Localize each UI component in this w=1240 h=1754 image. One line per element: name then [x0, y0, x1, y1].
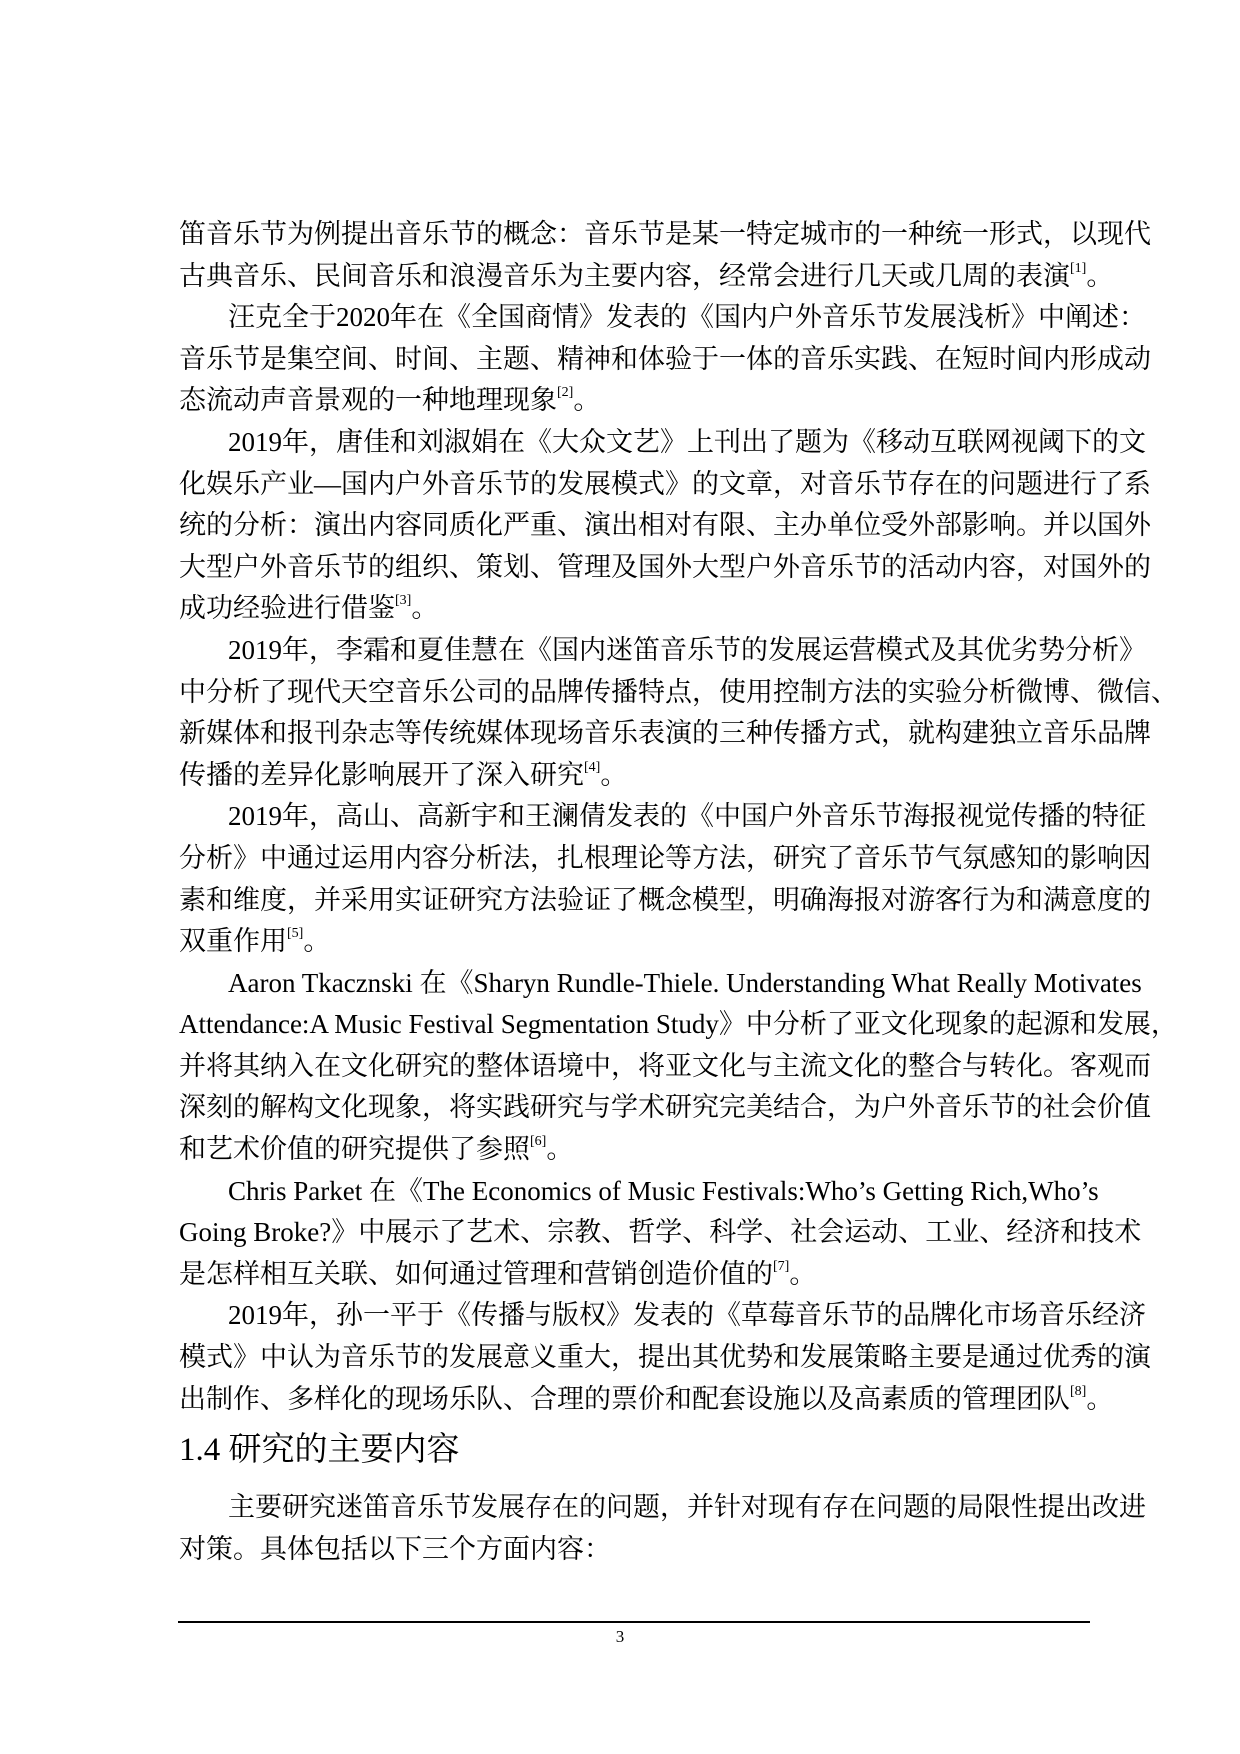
paragraph: [179, 1171, 1142, 1296]
body-text: [179, 214, 1178, 1420]
line-tail: 。: [303, 926, 331, 957]
paragraph: [179, 963, 1178, 1171]
line-text: 成功经验进行借鉴: [179, 593, 395, 624]
text-line: [179, 1295, 1146, 1337]
line-text: 深刻的解构文化现象，将实践研究与学术研究完美结合，为户外音乐节的社会价值: [179, 1092, 1151, 1123]
line-text: 和艺术价值的研究提供了参照: [179, 1134, 530, 1165]
text-line: [179, 755, 1089, 797]
line-text: 汪克全于2020年在《全国商情》发表的《国内户外音乐节发展浅析》中阐述：: [228, 302, 1146, 333]
text-line: [179, 505, 1151, 547]
text-line: [179, 672, 1178, 714]
citation-ref: [1]: [1070, 260, 1087, 276]
line-text: 是怎样相互关联、如何通过管理和营销创造价值的: [179, 1258, 773, 1289]
section-paragraph: [179, 1487, 1146, 1570]
paragraph: [179, 297, 1151, 422]
citation-ref: [6]: [530, 1134, 547, 1150]
line-text: 出制作、多样化的现场乐队、合理的票价和配套设施以及高素质的管理团队: [179, 1383, 1070, 1414]
text-line: [179, 796, 1146, 838]
citation-ref: [8]: [1070, 1383, 1087, 1399]
text-line: [179, 880, 1151, 922]
line-text: 双重作用: [179, 926, 287, 957]
line-text: Attendance:A Music Festival Segmentation Study》中分析了亚文化现象的起源和发展，: [179, 1009, 1178, 1040]
paragraph: [179, 1487, 1146, 1570]
text-line: [179, 422, 1146, 464]
page-number: 3: [615, 1627, 625, 1646]
text-line: [179, 1129, 1089, 1171]
line-text: 分析》中通过运用内容分析法，扎根理论等方法，研究了音乐节气氛感知的影响因: [179, 842, 1151, 873]
text-line: [179, 547, 1151, 589]
citation-ref: [5]: [287, 926, 304, 942]
text-line: [179, 1212, 1142, 1254]
text-line: [179, 1087, 1151, 1129]
text-line: [179, 1379, 1114, 1421]
line-text: 主要研究迷笛音乐节发展存在的问题，并针对现有存在问题的局限性提出改进: [228, 1492, 1146, 1522]
line-text: Aaron Tkacznski 在《Sharyn Rundle-Thiele. Understanding What Really Motivates: [228, 967, 1142, 998]
line-text: 态流动声音景观的一种地理现象: [179, 385, 557, 416]
line-text: 并将其纳入在文化研究的整体语境中，将亚文化与主流文化的整合与转化。客观而: [179, 1050, 1151, 1081]
footer-divider: [178, 1621, 1090, 1623]
text-line: [179, 1046, 1151, 1088]
line-text: 音乐节是集空间、时间、主题、精神和体验于一体的音乐实践、在短时间内形成动: [179, 343, 1151, 374]
line-text: 素和维度，并采用实证研究方法验证了概念模型，明确海报对游客行为和满意度的: [179, 884, 1151, 915]
section-heading: 1.4 研究的主要内容: [179, 1432, 460, 1468]
text-line: [179, 838, 1151, 880]
line-text: 大型户外音乐节的组织、策划、管理及国外大型户外音乐节的活动内容，对国外的: [179, 551, 1151, 582]
line-tail: 。: [1086, 1383, 1114, 1414]
line-tail: 。: [546, 1134, 574, 1165]
text-line: [179, 963, 1142, 1005]
paragraph: [179, 1295, 1151, 1420]
paragraph: [179, 422, 1151, 630]
line-text: 中分析了现代天空音乐公司的品牌传播特点，使用控制方法的实验分析微博、微信、: [179, 676, 1178, 707]
line-text: 笛音乐节为例提出音乐节的概念：音乐节是某一特定城市的一种统一形式，以现代: [179, 219, 1151, 249]
line-tail: 。: [600, 759, 628, 790]
text-line: [179, 380, 1089, 422]
text-line: [179, 1004, 1178, 1046]
line-text: 2019年，李霜和夏佳慧在《国内迷笛音乐节的发展运营模式及其优劣势分析》: [228, 634, 1146, 665]
text-line: [179, 1529, 1089, 1571]
line-text: 化娱乐产业—国内户外音乐节的发展模式》的文章，对音乐节存在的问题进行了系: [179, 468, 1151, 499]
line-text: 2019年，唐佳和刘淑娟在《大众文艺》上刊出了题为《移动互联网视阈下的文: [228, 426, 1146, 457]
line-text: Going Broke?》中展示了艺术、宗教、哲学、科学、社会运动、工业、经济和技术: [179, 1217, 1142, 1248]
citation-ref: [7]: [773, 1258, 790, 1274]
line-tail: 。: [411, 593, 439, 624]
text-line: [179, 1337, 1151, 1379]
paragraph: [179, 630, 1178, 796]
text-line: [179, 339, 1151, 381]
line-text: 统的分析：演出内容同质化严重、演出相对有限、主办单位受外部影响。并以国外: [179, 510, 1151, 541]
text-line: [179, 256, 1114, 298]
line-text: 2019年，孙一平于《传播与版权》发表的《草莓音乐节的品牌化市场音乐经济: [228, 1300, 1146, 1331]
text-line: [179, 1254, 1089, 1296]
text-line: [179, 588, 1089, 630]
text-line: [179, 1171, 1099, 1213]
line-tail: 。: [789, 1258, 817, 1289]
paragraph: [179, 214, 1151, 297]
text-line: [179, 297, 1146, 339]
line-text: 对策。具体包括以下三个方面内容：: [179, 1533, 611, 1564]
line-tail: 。: [573, 385, 601, 416]
line-text: 新媒体和报刊杂志等传统媒体现场音乐表演的三种传播方式，就构建独立音乐品牌: [179, 718, 1151, 749]
text-line: [179, 1487, 1146, 1529]
text-line: [179, 713, 1151, 755]
line-tail: 。: [1086, 260, 1114, 291]
citation-ref: [2]: [557, 385, 574, 401]
text-line: [179, 214, 1151, 256]
citation-ref: [3]: [395, 593, 412, 609]
text-line: [179, 630, 1146, 672]
line-text: 模式》中认为音乐节的发展意义重大，提出其优势和发展策略主要是通过优秀的演: [179, 1342, 1151, 1373]
text-line: [179, 464, 1151, 506]
paragraph: [179, 796, 1151, 962]
line-text: 传播的差异化影响展开了深入研究: [179, 759, 584, 790]
text-line: [179, 921, 1089, 963]
line-text: 2019年，高山、高新宇和王澜倩发表的《中国户外音乐节海报视觉传播的特征: [228, 801, 1146, 832]
line-text: Chris Parket 在《The Economics of Music Festivals:Who’s Getting Rich,Who’s: [228, 1175, 1099, 1206]
citation-ref: [4]: [584, 759, 601, 775]
line-text: 古典音乐、民间音乐和浪漫音乐为主要内容，经常会进行几天或几周的表演: [179, 260, 1070, 291]
